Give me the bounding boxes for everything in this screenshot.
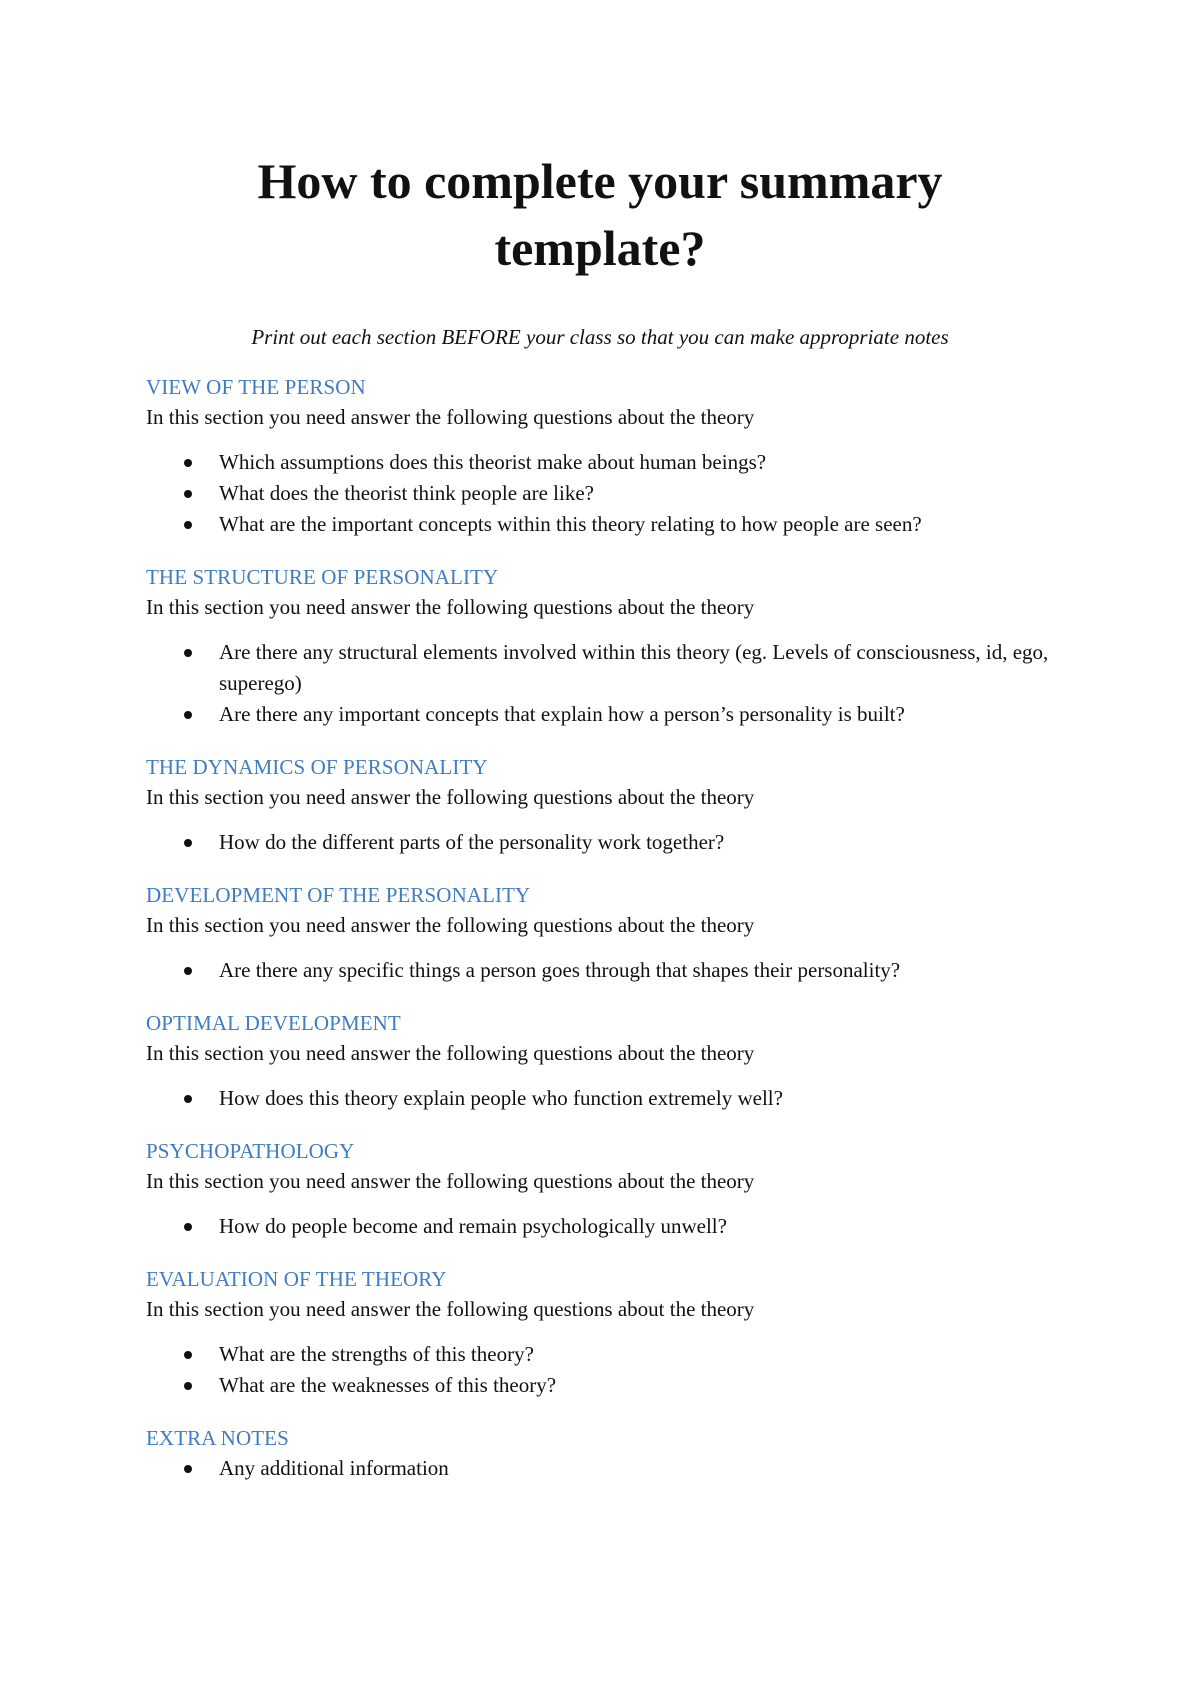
bullet-list <box>146 447 1066 540</box>
bullet-item <box>146 447 1066 478</box>
bullet-item <box>146 1083 1066 1114</box>
bullet-icon <box>184 459 192 467</box>
section-evaluation-of-theory <box>146 1264 1066 1401</box>
bullet-icon <box>184 1382 192 1390</box>
bullet-icon <box>184 490 192 498</box>
section-intro: In this section you need answer the following questions about the theory <box>146 1041 755 1065</box>
bullet-icon <box>184 967 192 975</box>
section-dynamics-of-personality <box>146 752 1066 858</box>
section-intro: In this section you need answer the following questions about the theory <box>146 785 755 809</box>
bullet-item <box>146 509 1066 540</box>
bullet-item <box>146 1370 1066 1401</box>
bullet-text: What are the important concepts within this theory relating to how people are seen? <box>219 512 922 536</box>
bullet-list <box>146 955 1066 986</box>
bullet-item <box>146 1339 1066 1370</box>
section-heading: EXTRA NOTES <box>146 1426 289 1450</box>
bullet-item <box>146 1211 1066 1242</box>
page-title <box>0 148 1200 282</box>
section-intro: In this section you need answer the following questions about the theory <box>146 1169 755 1193</box>
bullet-text: How does this theory explain people who function extremely well? <box>219 1086 783 1110</box>
bullet-text: Which assumptions does this theorist make about human beings? <box>219 450 767 474</box>
section-development-of-personality <box>146 880 1066 986</box>
bullet-icon <box>184 1465 192 1473</box>
bullet-text: What are the strengths of this theory? <box>219 1342 534 1366</box>
bullet-icon <box>184 1351 192 1359</box>
bullet-text: What does the theorist think people are like? <box>219 481 594 505</box>
bullet-text: How do the different parts of the personality work together? <box>219 830 725 854</box>
bullet-icon <box>184 711 192 719</box>
bullet-text: Are there any structural elements involved within this theory (eg. Levels of consciousness, id, ego, superego) <box>219 640 1049 695</box>
bullet-item <box>146 1453 1066 1484</box>
section-heading: VIEW OF THE PERSON <box>146 375 366 399</box>
bullet-item <box>146 827 1066 858</box>
bullet-icon <box>184 839 192 847</box>
section-view-of-the-person <box>146 372 1066 540</box>
instruction-subtitle: Print out each section BEFORE your class so that you can make appropriate notes <box>251 325 949 349</box>
section-structure-of-personality <box>146 562 1066 730</box>
section-heading: OPTIMAL DEVELOPMENT <box>146 1011 401 1035</box>
bullet-text: How do people become and remain psychologically unwell? <box>219 1214 727 1238</box>
bullet-text: Are there any specific things a person goes through that shapes their personality? <box>219 958 901 982</box>
section-intro: In this section you need answer the following questions about the theory <box>146 1297 755 1321</box>
section-optimal-development <box>146 1008 1066 1114</box>
bullet-text: What are the weaknesses of this theory? <box>219 1373 557 1397</box>
section-heading: THE DYNAMICS OF PERSONALITY <box>146 755 488 779</box>
section-extra-notes <box>146 1423 1066 1484</box>
bullet-item <box>146 955 1066 986</box>
bullet-item <box>146 637 1066 699</box>
document-body <box>146 372 1066 1484</box>
bullet-list <box>146 827 1066 858</box>
page-title-line-1: How to complete your summary <box>257 153 943 209</box>
bullet-item <box>146 699 1066 730</box>
section-heading: EVALUATION OF THE THEORY <box>146 1267 447 1291</box>
section-intro: In this section you need answer the following questions about the theory <box>146 595 755 619</box>
section-heading: PSYCHOPATHOLOGY <box>146 1139 355 1163</box>
section-psychopathology <box>146 1136 1066 1242</box>
bullet-icon <box>184 649 192 657</box>
bullet-text: Are there any important concepts that explain how a person’s personality is built? <box>219 702 905 726</box>
bullet-list <box>146 1211 1066 1242</box>
section-intro: In this section you need answer the following questions about the theory <box>146 913 755 937</box>
bullet-text: Any additional information <box>219 1456 449 1480</box>
bullet-item <box>146 478 1066 509</box>
bullet-icon <box>184 1095 192 1103</box>
bullet-list <box>146 637 1066 730</box>
bullet-list <box>146 1453 1066 1484</box>
bullet-list <box>146 1083 1066 1114</box>
bullet-icon <box>184 1223 192 1231</box>
section-intro: In this section you need answer the following questions about the theory <box>146 405 755 429</box>
section-heading: THE STRUCTURE OF PERSONALITY <box>146 565 499 589</box>
page-title-line-2: template? <box>494 220 706 276</box>
section-heading: DEVELOPMENT OF THE PERSONALITY <box>146 883 531 907</box>
bullet-icon <box>184 521 192 529</box>
bullet-list <box>146 1339 1066 1401</box>
